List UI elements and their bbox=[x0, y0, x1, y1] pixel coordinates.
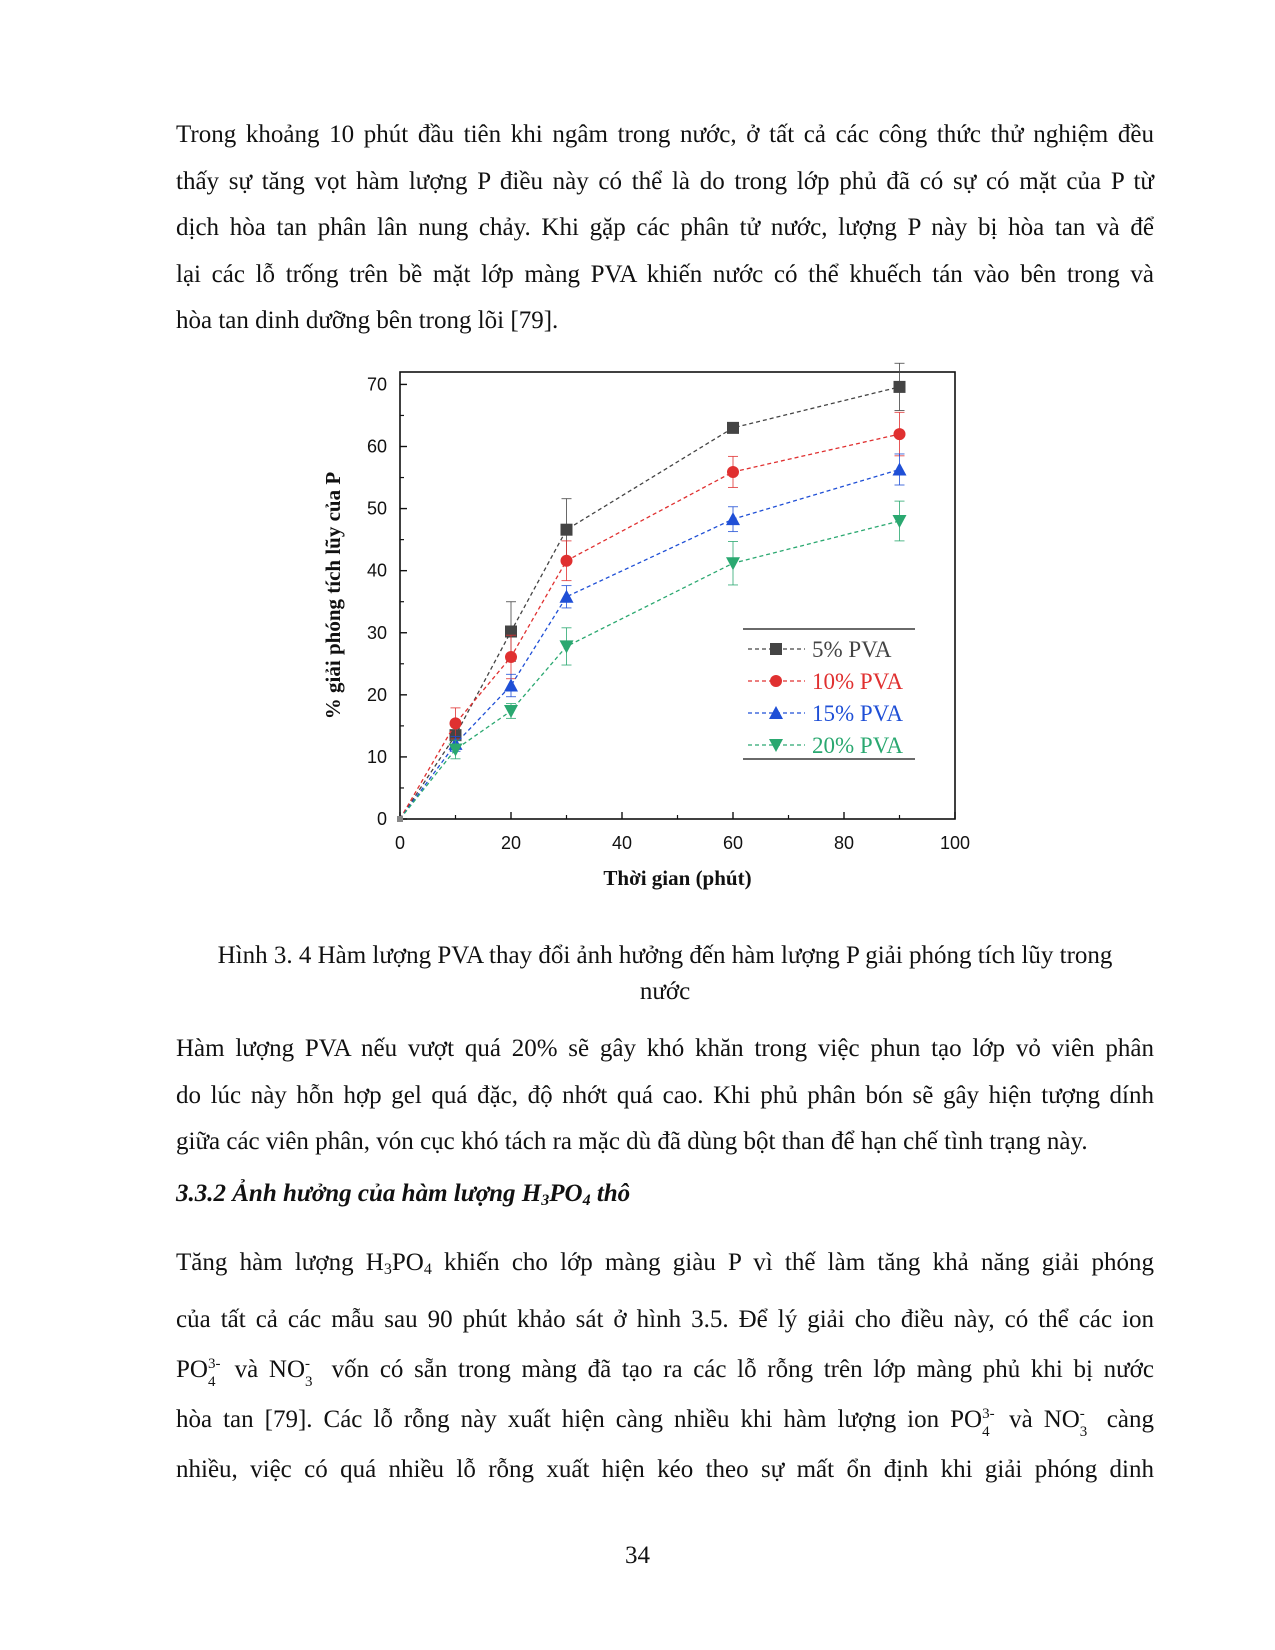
data-point bbox=[726, 512, 740, 525]
data-point bbox=[726, 557, 740, 570]
data-point bbox=[893, 462, 907, 475]
ion-symbol: NO bbox=[1043, 1406, 1080, 1433]
nitrate-ion bbox=[268, 1345, 313, 1395]
x-tick-label: 80 bbox=[833, 833, 855, 853]
paragraph-line: hòa tan dinh dưỡng bên trong lõi [79]. bbox=[176, 307, 559, 334]
paragraph-pva-limit bbox=[176, 1026, 1154, 1166]
data-point bbox=[727, 466, 739, 478]
ion-subscript: 4 bbox=[207, 1374, 216, 1390]
text-run: và bbox=[998, 1406, 1044, 1433]
ion-charge: 3- bbox=[207, 1356, 221, 1372]
data-point bbox=[504, 705, 518, 718]
paragraph-h3po4 bbox=[176, 1238, 1154, 1495]
paragraph-line: thấy sự tăng vọt hàm lượng P điều này có thể là do trong lớp phủ đã có sự có mặt của P từ bbox=[176, 167, 1154, 195]
y-tick-label: 20 bbox=[366, 684, 387, 705]
data-point bbox=[893, 515, 907, 528]
phosphate-ion bbox=[950, 1395, 995, 1445]
text-run: vốn có sẵn trong màng đã tạo ra các lỗ rỗng trên lớp màng phủ khi bị nước bbox=[321, 1356, 1154, 1383]
y-tick-label: 40 bbox=[366, 560, 387, 581]
y-tick-label: 60 bbox=[366, 436, 387, 457]
text-run: càng bbox=[1095, 1406, 1154, 1433]
nitrate-ion bbox=[1043, 1395, 1088, 1445]
subscript: 4 bbox=[423, 1261, 432, 1278]
heading-text: 3.3.2 Ảnh hưởng của hàm lượng H bbox=[176, 1180, 542, 1207]
paragraph-intro bbox=[176, 112, 1154, 345]
paragraph-line: nhiều, việc có quá nhiều lỗ rỗng xuất hiện kéo theo sự mất ổn định khi giải phóng dinh bbox=[176, 1456, 1154, 1483]
legend-label: 10% PVA bbox=[812, 669, 903, 694]
page-number: 34 bbox=[625, 1542, 650, 1569]
legend-label: 15% PVA bbox=[812, 701, 903, 726]
data-point bbox=[894, 381, 906, 393]
ion-symbol: PO bbox=[176, 1356, 208, 1383]
legend-label: 20% PVA bbox=[812, 733, 903, 758]
data-point bbox=[560, 590, 574, 603]
ion-charge: - bbox=[305, 1356, 310, 1372]
text-run: Tăng hàm lượng H bbox=[176, 1249, 384, 1276]
phosphate-ion bbox=[176, 1345, 221, 1395]
heading-text: PO bbox=[549, 1180, 583, 1207]
data-point bbox=[894, 428, 906, 440]
heading-text: thô bbox=[590, 1180, 631, 1207]
figure-caption-line: Hình 3. 4 Hàm lượng PVA thay đổi ảnh hưởng đến hàm lượng P giải phóng tích lũy trong bbox=[217, 942, 1113, 969]
section-heading bbox=[176, 1180, 630, 1210]
data-point bbox=[505, 651, 517, 663]
paragraph-line bbox=[176, 1395, 1154, 1445]
ion-subscript: 4 bbox=[982, 1424, 990, 1440]
ion-subscript: 3 bbox=[305, 1374, 313, 1390]
text-run: hòa tan [79]. Các lỗ rỗng này xuất hiện càng nhiều khi hàm lượng ion bbox=[176, 1406, 951, 1433]
paragraph-line: của tất cả các mẫu sau 90 phút khảo sát ở hình 3.5. Để lý giải cho điều này, có thể các ion bbox=[176, 1306, 1154, 1333]
data-point bbox=[727, 422, 739, 434]
y-tick-label: 70 bbox=[366, 374, 387, 395]
paragraph-line: giữa các viên phân, vón cục khó tách ra mặc dù đã dùng bột than để hạn chế tình trạng này. bbox=[176, 1128, 1088, 1155]
paragraph-line: Trong khoảng 10 phút đầu tiên khi ngâm trong nước, ở tất cả các công thức thử nghiệm đều bbox=[176, 121, 1154, 148]
x-tick-label: 60 bbox=[722, 833, 744, 853]
y-tick-label: 50 bbox=[366, 498, 387, 519]
subscript: 3 bbox=[383, 1261, 392, 1278]
paragraph-line bbox=[176, 1345, 1154, 1395]
legend-marker bbox=[770, 675, 782, 687]
x-tick-label: 20 bbox=[500, 833, 522, 853]
x-axis-label: Thời gian (phút) bbox=[603, 866, 752, 890]
figure-caption-line: nước bbox=[639, 978, 691, 1005]
ion-symbol: NO bbox=[268, 1356, 305, 1383]
heading-subscript: 3 bbox=[541, 1192, 550, 1209]
text-run: khiến cho lớp màng giàu P vì thế làm tăng khả năng giải phóng bbox=[431, 1249, 1155, 1276]
plot-area bbox=[321, 363, 970, 890]
paragraph-line: Hàm lượng PVA nếu vượt quá 20% sẽ gây khó khăn trong việc phun tạo lớp vỏ viên phân bbox=[176, 1035, 1154, 1062]
y-axis-label: % giải phóng tích lũy của P bbox=[321, 471, 345, 720]
figure-caption bbox=[176, 938, 1154, 1010]
ion-subscript: 3 bbox=[1079, 1424, 1088, 1440]
data-point bbox=[450, 717, 462, 729]
x-tick-label: 0 bbox=[394, 833, 406, 853]
paragraph-line: dịch hòa tan phân lân nung chảy. Khi gặp các phân tử nước, lượng P này bị hòa tan và để bbox=[176, 214, 1154, 241]
ion-charge: - bbox=[1079, 1406, 1085, 1422]
y-tick-label: 10 bbox=[366, 746, 387, 767]
legend-marker bbox=[770, 643, 782, 655]
ion-symbol: PO bbox=[950, 1406, 983, 1433]
text-run: và bbox=[223, 1356, 269, 1383]
data-point bbox=[561, 555, 573, 567]
paragraph-line: do lúc này hỗn hợp gel quá đặc, độ nhớt quá cao. Khi phủ phân bón sẽ gây hiện tượng dính bbox=[176, 1081, 1154, 1109]
data-point bbox=[504, 679, 518, 692]
origin-point bbox=[397, 816, 403, 822]
y-tick-label: 30 bbox=[366, 622, 387, 643]
x-tick-label: 100 bbox=[939, 833, 971, 853]
x-tick-label: 40 bbox=[611, 833, 633, 853]
heading-subscript: 4 bbox=[582, 1192, 591, 1209]
ion-charge: 3- bbox=[982, 1406, 995, 1422]
release-chart bbox=[300, 360, 1000, 900]
text-run: PO bbox=[391, 1249, 424, 1276]
series-line-2 bbox=[400, 434, 900, 819]
y-tick-label: 0 bbox=[376, 809, 387, 829]
legend-label: 5% PVA bbox=[812, 637, 892, 662]
data-point bbox=[561, 524, 573, 536]
paragraph-line bbox=[176, 1238, 1154, 1295]
paragraph-line: lại các lỗ trống trên bề mặt lớp màng PVA khiến nước có thể khuếch tán vào bên trong và bbox=[176, 260, 1154, 288]
